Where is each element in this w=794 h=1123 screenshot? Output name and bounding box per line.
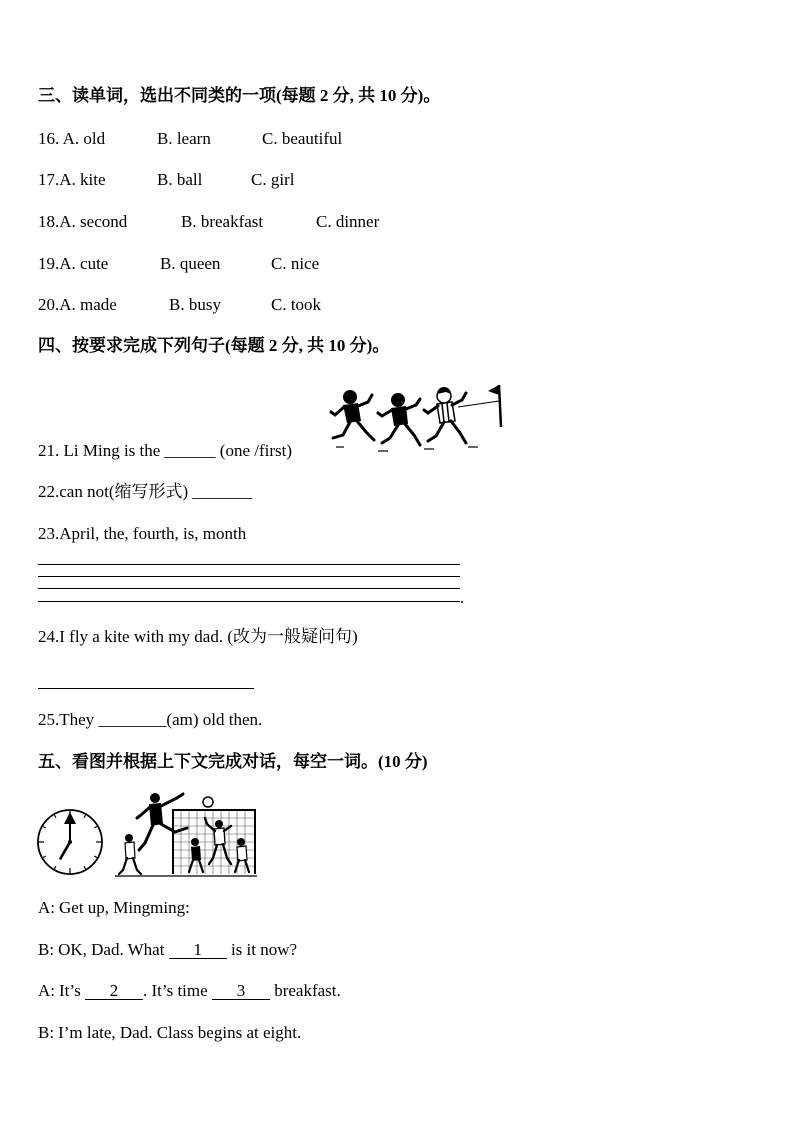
dialogue-text: . It’s time: [142, 981, 212, 1000]
question-number: 18.: [38, 212, 60, 231]
section-4-heading: 四、按要求完成下列句子(每题 2 分, 共 10 分)。: [38, 336, 390, 355]
option-a[interactable]: [38, 295, 117, 315]
football-illustration: [115, 788, 257, 880]
question-text[interactable]: They ________(am) old then.: [59, 710, 263, 729]
option-b[interactable]: B. queen: [160, 254, 221, 273]
question-number: 20.: [38, 295, 60, 314]
runner-3: [424, 387, 466, 443]
option-a-text: A. second: [59, 212, 128, 231]
answer-end-mark: .: [460, 588, 465, 607]
runner-2: [378, 393, 420, 445]
option-b[interactable]: B. busy: [169, 295, 221, 314]
answer-line[interactable]: [38, 601, 460, 602]
clock-illustration: [36, 808, 104, 876]
answer-blank-3[interactable]: 3: [212, 983, 270, 1000]
question-25: [38, 710, 262, 730]
clock-center: [68, 840, 72, 844]
dialogue-text: breakfast.: [269, 981, 341, 1000]
option-a-text: A. kite: [59, 170, 106, 189]
question-number: 24.: [38, 627, 60, 646]
option-a[interactable]: [38, 170, 106, 190]
question-23: [38, 524, 246, 544]
option-a[interactable]: [38, 254, 108, 274]
question-number: 22.: [38, 482, 60, 501]
speaker-label: B:: [38, 1023, 55, 1042]
question-number: 19.: [38, 254, 60, 273]
runner-1: [331, 390, 374, 440]
option-a-text: A. cute: [59, 254, 109, 273]
dialogue-line-3: [38, 981, 341, 1001]
question-text[interactable]: Li Ming is the ______ (one /first): [63, 441, 293, 460]
question-24: [38, 627, 358, 647]
option-b[interactable]: B. ball: [157, 170, 203, 189]
question-text: I fly a kite with my dad. (改为一般疑问句): [59, 627, 358, 646]
option-a[interactable]: [38, 129, 105, 149]
finish-flag: [458, 385, 501, 427]
dialogue-text: I’m late, Dad. Class begins at eight.: [58, 1023, 302, 1042]
option-c[interactable]: C. nice: [271, 254, 320, 273]
dialogue-text: It’s: [59, 981, 85, 1000]
question-number: 17.: [38, 170, 60, 189]
option-a[interactable]: [38, 212, 127, 232]
speaker-label: B:: [38, 940, 55, 959]
speaker-label: A:: [38, 898, 55, 917]
dialogue-text: Get up, Mingming:: [59, 898, 190, 917]
option-c[interactable]: C. dinner: [316, 212, 380, 231]
dialogue-line-1: [38, 898, 190, 918]
answer-blank-1[interactable]: 1: [169, 942, 227, 959]
answer-line[interactable]: [38, 576, 460, 577]
option-c[interactable]: C. girl: [251, 170, 295, 189]
ground-marks: [336, 447, 478, 451]
answer-line[interactable]: [38, 588, 460, 589]
option-a-text: A. made: [59, 295, 117, 314]
dialogue-line-4: [38, 1023, 301, 1043]
speaker-label: A:: [38, 981, 55, 1000]
question-22: [38, 482, 252, 502]
running-race-illustration: [328, 383, 506, 457]
question-number: 23.: [38, 524, 60, 543]
goalkeeper: [205, 818, 231, 864]
dialogue-line-2: [38, 940, 297, 960]
option-b[interactable]: B. learn: [157, 129, 211, 148]
question-number: 25.: [38, 710, 60, 729]
question-text: April, the, fourth, is, month: [59, 524, 247, 543]
section-3-heading: 三、读单词，选出不同类的一项(每题 2 分, 共 10 分)。: [38, 86, 441, 105]
option-c[interactable]: C. took: [271, 295, 322, 314]
other-players: [119, 834, 249, 874]
question-text[interactable]: can not(缩写形式) _______: [59, 482, 252, 501]
dialogue-text: OK, Dad. What: [58, 940, 169, 959]
question-number: 16.: [38, 129, 63, 148]
section-5-heading: 五、看图并根据上下文完成对话，每空一词。(10 分): [38, 752, 428, 771]
answer-line[interactable]: [38, 688, 254, 689]
kicking-player: [137, 793, 187, 850]
option-b[interactable]: B. breakfast: [181, 212, 264, 231]
question-21: [38, 441, 292, 461]
football: [203, 797, 213, 807]
dialogue-text: is it now?: [226, 940, 298, 959]
option-a-text: A. old: [62, 129, 106, 148]
answer-line[interactable]: [38, 564, 460, 565]
option-c[interactable]: C. beautiful: [262, 129, 343, 148]
answer-blank-2[interactable]: 2: [85, 983, 143, 1000]
question-number: 21.: [38, 441, 64, 460]
